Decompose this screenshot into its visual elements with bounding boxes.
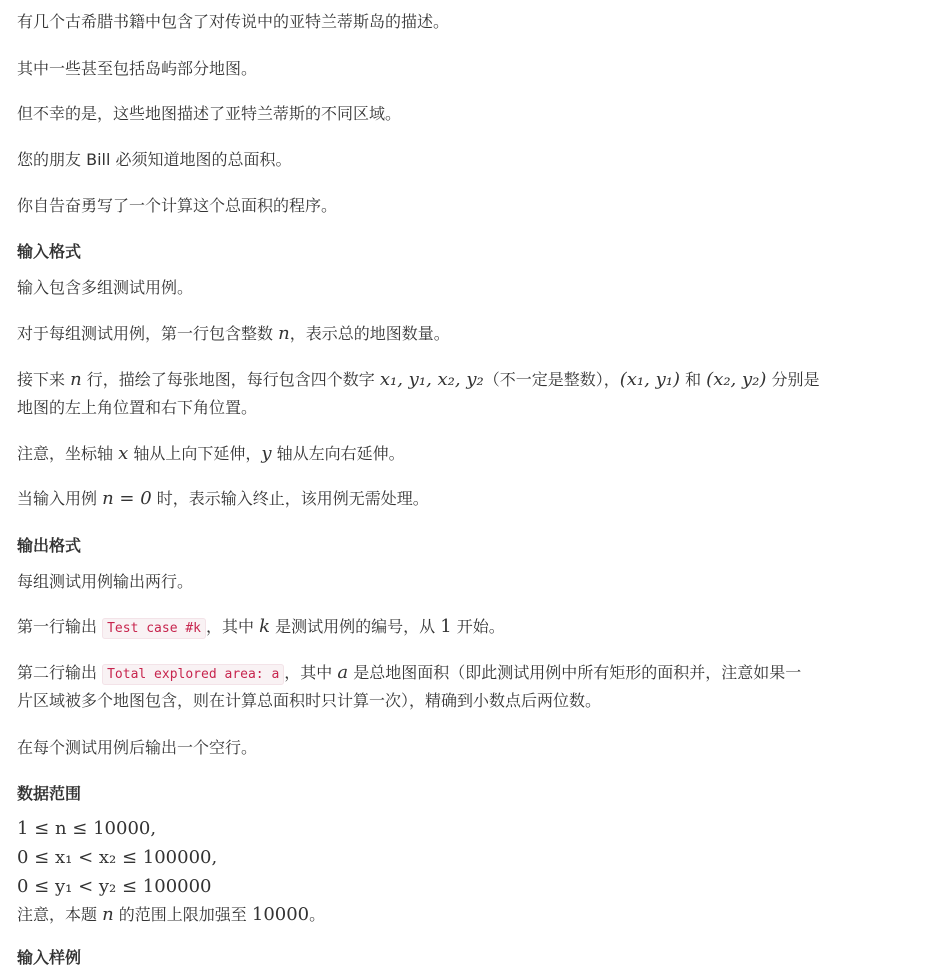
paragraph: 但不幸的是，这些地图描述了亚特兰蒂斯的不同区域。 (17, 104, 402, 123)
paragraph: 注意，本题 n 的范围上限加强至 10000。 (17, 904, 326, 925)
paragraph: 第一行输出 Test case #k ，其中 k 是测试用例的编号，从 1 开始。 (17, 616, 505, 637)
math-constraint: 0 ≤ x₁ < x₂ ≤ 100000, (17, 847, 218, 868)
paragraph: 第二行输出 Total explored area: a ，其中 a 是总地图面积（即此测试用例中所有矩形的面积并，注意如果一 (17, 662, 802, 683)
paragraph: 对于每组测试用例，第一行包含整数 n，表示总的地图数量。 (17, 323, 450, 344)
paragraph: 在每个测试用例后输出一个空行。 (17, 738, 258, 757)
math-constraint: 0 ≤ y₁ < y₂ ≤ 100000 (17, 876, 212, 897)
section-heading-sample: 输入样例 (17, 948, 82, 967)
paragraph: 地图的左上角位置和右下角位置。 (17, 398, 258, 417)
inline-code: Test case #k (102, 618, 206, 639)
section-heading-output: 输出格式 (17, 536, 82, 555)
paragraph: 输入包含多组测试用例。 (17, 278, 194, 297)
paragraph: 片区域被多个地图包含，则在计算总面积时只计算一次），精确到小数点后两位数。 (17, 691, 602, 710)
paragraph: 当输入用例 n = 0 时，表示输入终止，该用例无需处理。 (17, 488, 429, 509)
paragraph: 有几个古希腊书籍中包含了对传说中的亚特兰蒂斯岛的描述。 (17, 12, 450, 31)
section-heading-input: 输入格式 (17, 242, 82, 261)
paragraph: 你自告奋勇写了一个计算这个总面积的程序。 (17, 196, 338, 215)
paragraph: 其中一些甚至包括岛屿部分地图。 (17, 59, 258, 78)
paragraph: 您的朋友 Bill 必须知道地图的总面积。 (17, 150, 292, 169)
section-heading-sample-cut (17, 946, 82, 967)
paragraph: 接下来 n 行，描绘了每张地图，每行包含四个数字 x₁, y₁, x₂, y₂（不一定是整数），(x₁, y₁) 和 (x₂, y₂) 分别是 (17, 369, 820, 390)
inline-code: Total explored area: a (102, 664, 284, 685)
paragraph: 注意，坐标轴 x 轴从上向下延伸，y 轴从左向右延伸。 (17, 443, 405, 464)
math-constraint: 1 ≤ n ≤ 10000, (17, 818, 157, 839)
paragraph: 每组测试用例输出两行。 (17, 572, 194, 591)
section-heading-range: 数据范围 (17, 784, 82, 803)
